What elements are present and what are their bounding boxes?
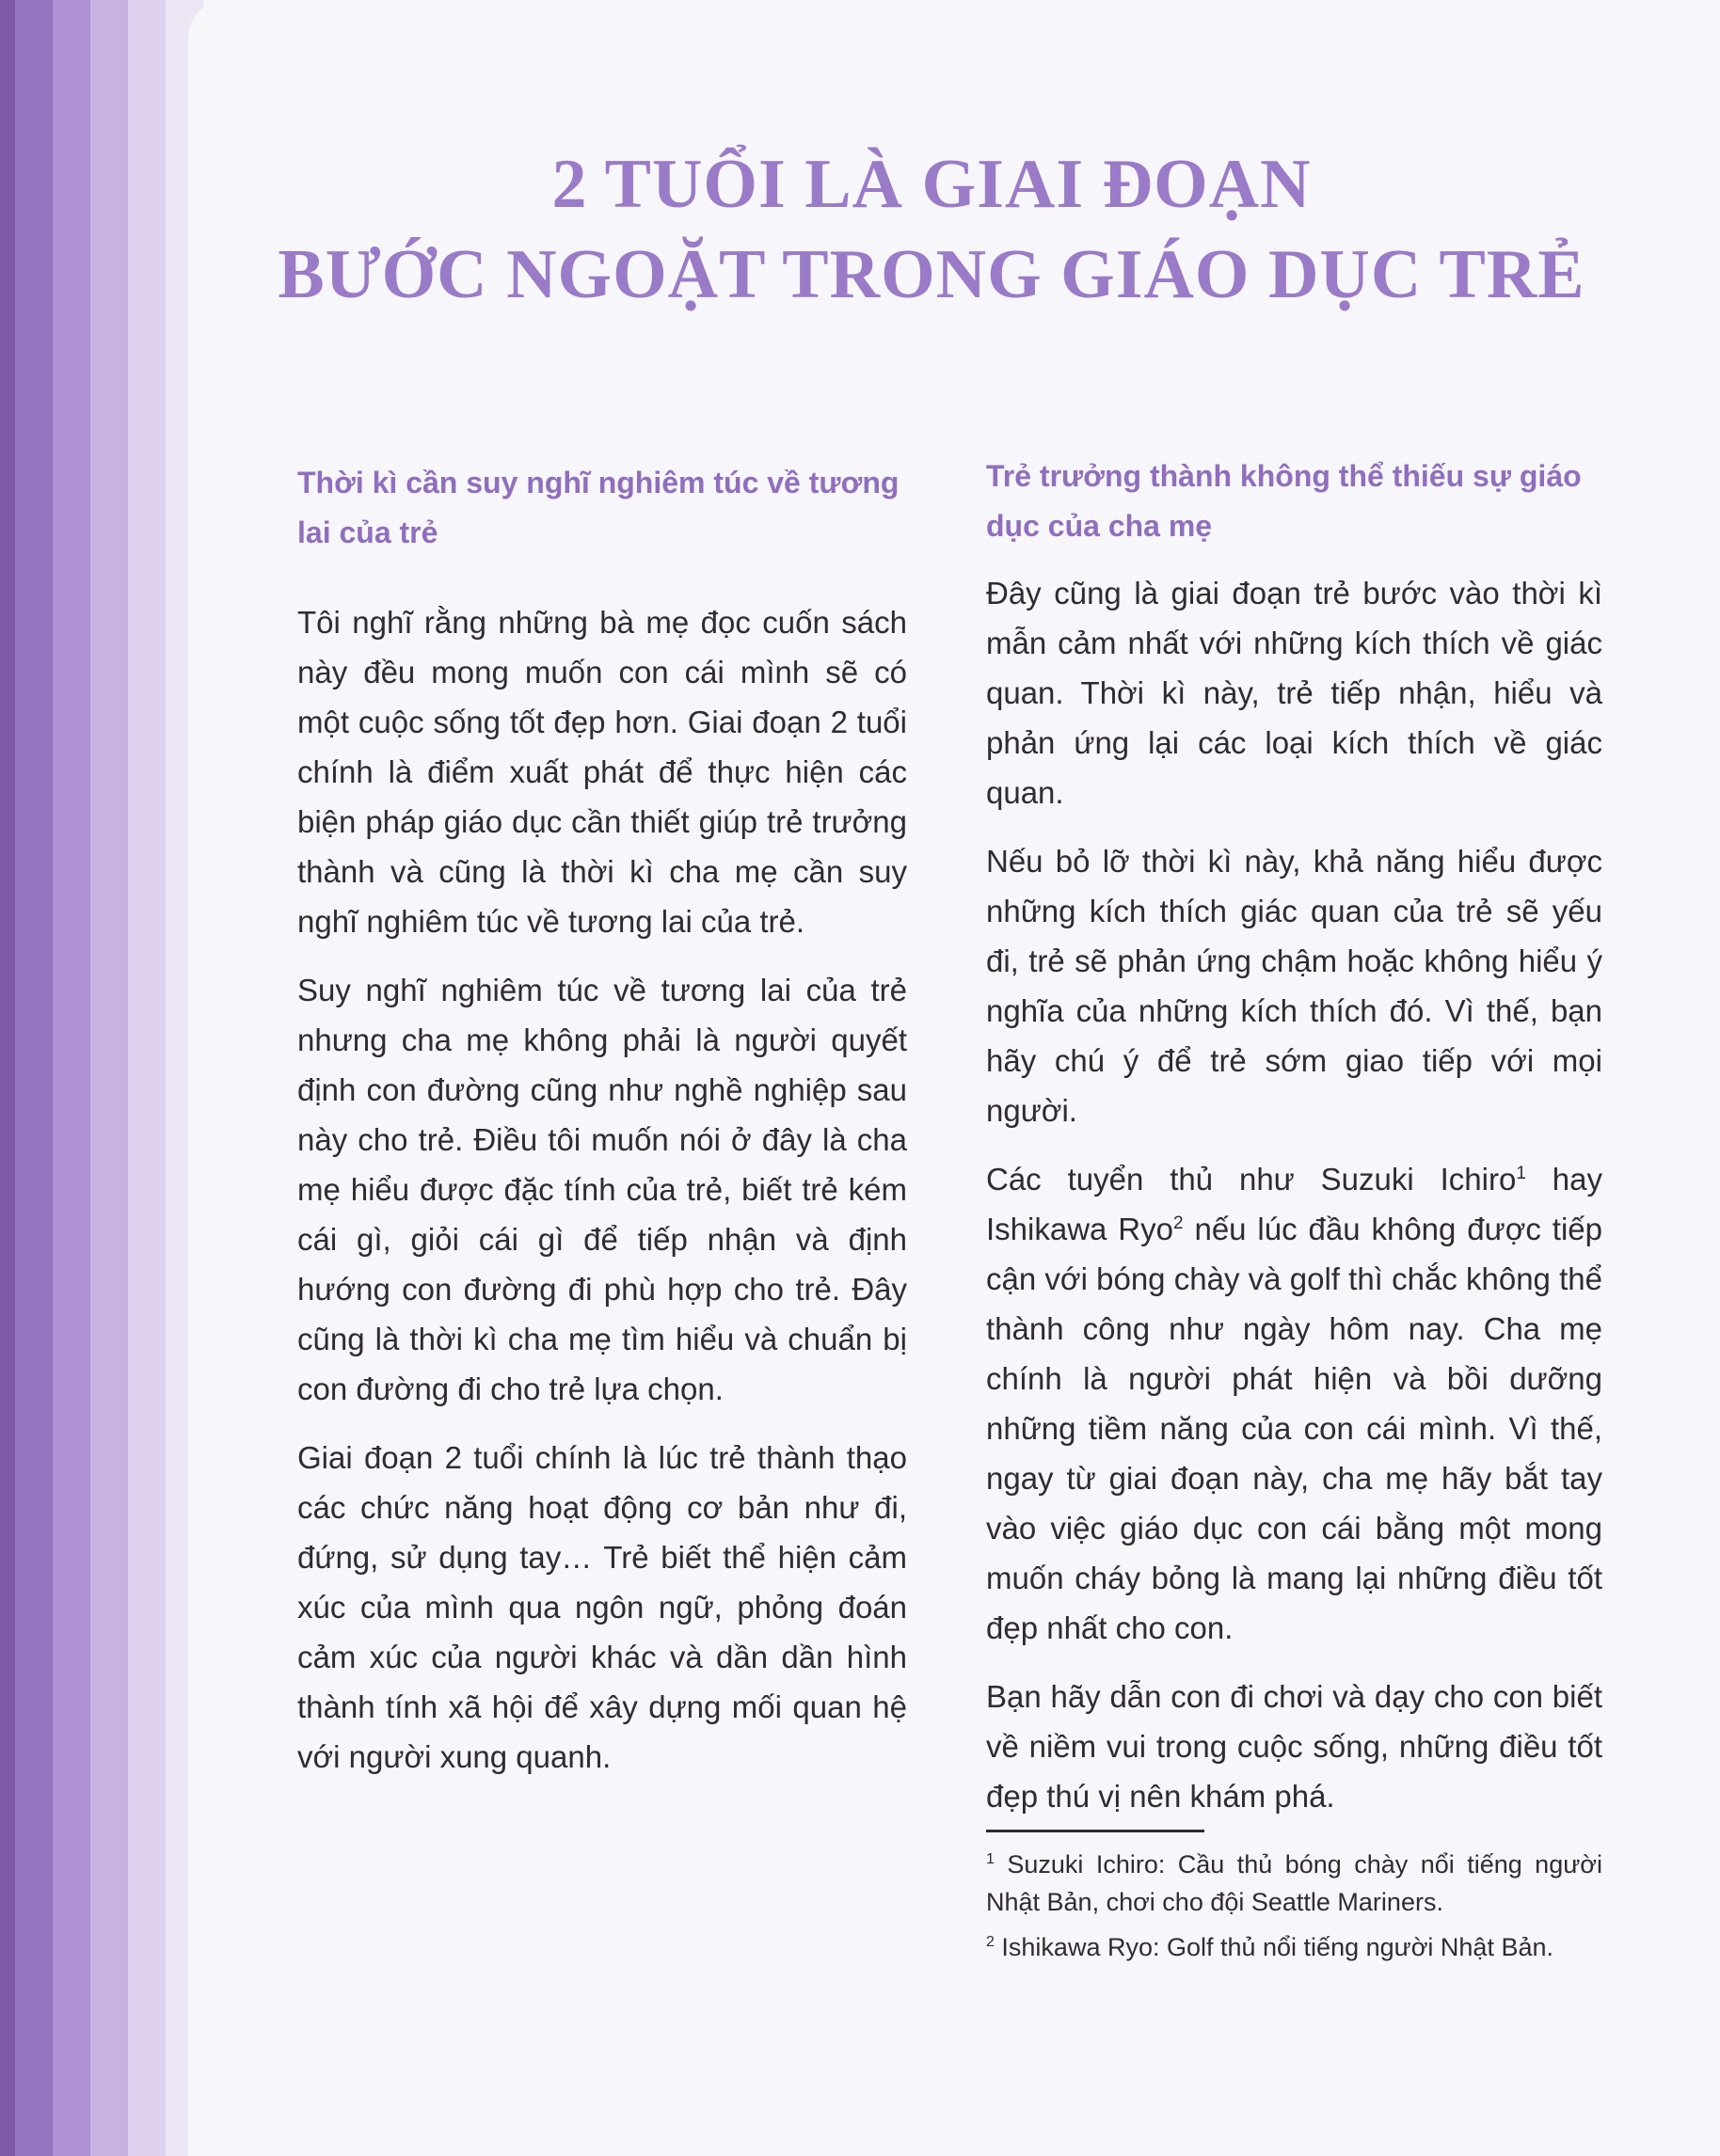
- paragraph-text: Các tuyển thủ như Suzuki Ichiro: [986, 1162, 1517, 1197]
- title-line-1: 2 TUỔI LÀ GIAI ĐOẠN: [551, 146, 1312, 223]
- right-paragraph-3: [986, 1154, 1602, 1653]
- right-column: [986, 452, 1602, 1840]
- right-section-heading: Trẻ trưởng thành không thể thiếu sự giáo dục của cha mẹ: [986, 459, 1582, 543]
- left-section-heading: Thời kì cần suy nghĩ nghiêm túc về tương lai của trẻ: [297, 466, 900, 549]
- title-line-2: BƯỚC NGOẶT TRONG GIÁO DỤC TRẺ: [278, 236, 1585, 313]
- footnote-text: Suzuki Ichiro: Cầu thủ bóng chày nổi tiếng người Nhật Bản, chơi cho đội Seattle Mariners.: [986, 1850, 1602, 1916]
- left-paragraph-2: Suy nghĩ nghiêm túc về tương lai của trẻ nhưng cha mẹ không phải là người quyết định con đường cũng như nghề nghiệp sau này cho trẻ. Điều tôi muốn nói ở đây là cha mẹ hiểu được đặc tính của trẻ, biết trẻ kém cái gì, giỏi cái gì để tiếp nhận và định hướng con đường đi phù hợp cho trẻ. Đây cũng là thời kì cha mẹ tìm hiểu và chuẩn bị con đường đi cho trẻ lựa chọn.: [297, 973, 907, 1406]
- left-paragraph-1: Tôi nghĩ rằng những bà mẹ đọc cuốn sách này đều mong muốn con cái mình sẽ có một cuộc sống tốt đẹp hơn. Giai đoạn 2 tuổi chính là điểm xuất phát để thực hiện các biện pháp giáo dục cần thiết giúp trẻ trưởng thành và cũng là thời kì cha mẹ cần suy nghĩ nghiêm túc về tương lai của trẻ.: [297, 605, 907, 939]
- paragraph-text: nếu lúc đầu không được tiếp cận với bóng chày và golf thì chắc không thể thành công như ngày hôm nay. Cha mẹ chính là người phát hiện và bồi dưỡng những tiềm năng của con cái mình. Vì thế, ngay từ giai đoạn này, cha mẹ hãy bắt tay vào việc giáo dục con cái bằng một mong muốn cháy bỏng là mang lại những điều tốt đẹp nhất cho con.: [986, 1212, 1602, 1645]
- page-title: [226, 139, 1637, 320]
- footnote-ref-2[interactable]: 2: [1172, 1213, 1184, 1233]
- stripe: [90, 0, 128, 2156]
- stripe: [128, 0, 166, 2156]
- footnote-number: 2: [986, 1934, 995, 1950]
- left-paragraph-3: Giai đoạn 2 tuổi chính là lúc trẻ thành thạo các chức năng hoạt động cơ bản như đi, đứng, sử dụng tay… Trẻ biết thể hiện cảm xúc của mình qua ngôn ngữ, phỏng đoán cảm xúc của người khác và dần dần hình thành tính xã hội để xây dựng mối quan hệ với người xung quanh.: [297, 1440, 907, 1774]
- stripe: [15, 0, 53, 2156]
- right-paragraph-2: Nếu bỏ lỡ thời kì này, khả năng hiểu được những kích thích giác quan của trẻ sẽ yếu đi, trẻ sẽ phản ứng chậm hoặc không hiểu ý nghĩa của những kích thích đó. Vì thế, bạn hãy chú ý để trẻ sớm giao tiếp với mọi người.: [986, 844, 1602, 1128]
- stripe: [53, 0, 90, 2156]
- stripe: [0, 0, 15, 2156]
- right-paragraph-4: Bạn hãy dẫn con đi chơi và dạy cho con biết về niềm vui trong cuộc sống, những điều tốt đẹp thú vị nên khám phá.: [986, 1679, 1602, 1814]
- footnote-ref-1[interactable]: 1: [1516, 1164, 1526, 1183]
- footnote-divider: [986, 1830, 1204, 1832]
- paragraph-text: hay Ishikawa Ryo: [986, 1162, 1603, 1246]
- left-column: [297, 458, 907, 1800]
- footnote-1: [986, 1846, 1602, 1921]
- footnote-number: 1: [986, 1851, 995, 1867]
- decorative-stripes: [0, 0, 202, 2156]
- footnotes: [986, 1846, 1602, 1974]
- right-paragraph-1: Đây cũng là giai đoạn trẻ bước vào thời kì mẫn cảm nhất với những kích thích về giác quan. Thời kì này, trẻ tiếp nhận, hiểu và phản ứng lại các loại kích thích về giác quan.: [986, 576, 1602, 810]
- footnote-text: Ishikawa Ryo: Golf thủ nổi tiếng người Nhật Bản.: [994, 1933, 1553, 1961]
- footnote-2: [986, 1928, 1602, 1966]
